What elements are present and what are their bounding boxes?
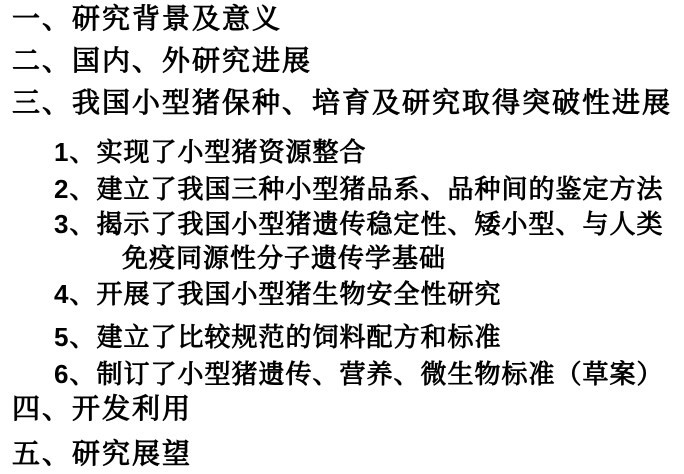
- outline-sub-4: 4、开展了我国小型猪生物安全性研究: [54, 279, 502, 309]
- outline-sub-2: 2、建立了我国三种小型猪品系、品种间的鉴定方法: [54, 174, 664, 204]
- outline-sub-3: 3、揭示了我国小型猪遗传稳定性、矮小型、与人类: [54, 209, 664, 239]
- outline-main-5: 五、研究展望: [12, 438, 193, 469]
- outline-sub-1: 1、实现了小型猪资源整合: [54, 137, 367, 167]
- outline-sub-6: 6、制订了小型猪遗传、营养、微生物标准（草案）: [54, 359, 664, 389]
- outline-main-3: 三、我国小型猪保种、培育及研究取得突破性进展: [12, 87, 673, 118]
- outline-sub-5: 5、建立了比较规范的饲料配方和标准: [54, 322, 502, 352]
- outline-sub-3-continuation: 免疫同源性分子遗传学基础: [122, 243, 447, 273]
- outline-main-1: 一、研究背景及意义: [12, 3, 283, 34]
- outline-main-2: 二、国内、外研究进展: [12, 45, 313, 76]
- outline-main-4: 四、开发利用: [12, 393, 193, 424]
